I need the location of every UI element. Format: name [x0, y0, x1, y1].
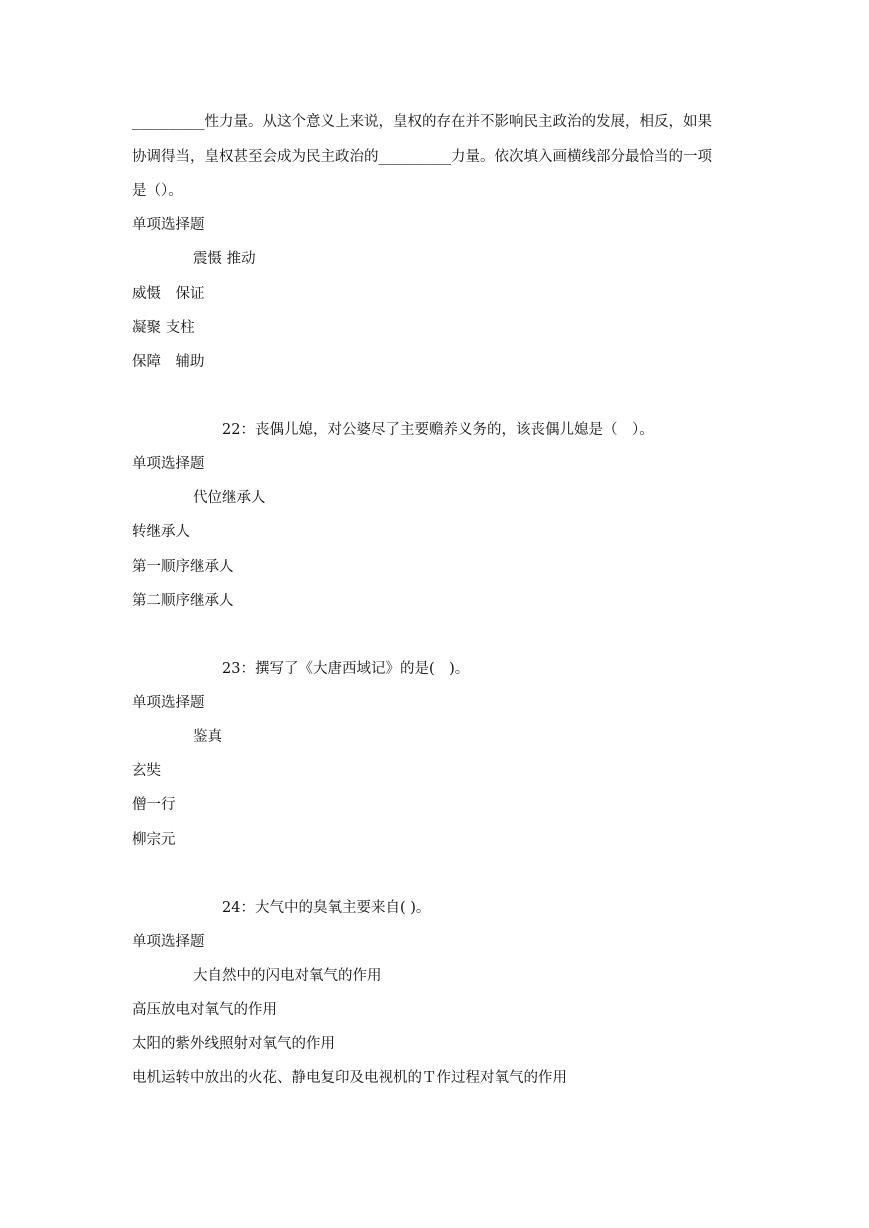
q21-line2 [132, 147, 712, 167]
q21-option-a[interactable]: 震慑 推动 [193, 251, 256, 267]
q21-line1-text: 性力量。从这个意义上来说，皇权的存在并不影响民主政治的发展，相反，如果 [204, 114, 712, 130]
q22-question-type: 单项选择题 [132, 456, 205, 472]
q24-option-c[interactable]: 太阳的紫外线照射对氧气的作用 [132, 1036, 335, 1052]
q23-option-c[interactable]: 僧一行 [132, 797, 176, 813]
q22-option-a[interactable]: 代位继承人 [193, 490, 266, 506]
q21-option-d[interactable]: 保障 辅助 [132, 354, 205, 370]
q24-question-type: 单项选择题 [132, 934, 205, 950]
q23-option-d[interactable]: 柳宗元 [132, 832, 176, 848]
q21-line2-text-a: 协调得当，皇权甚至会成为民主政治的 [132, 149, 379, 165]
q24-option-b[interactable]: 高压放电对氧气的作用 [132, 1002, 277, 1018]
q21-question-type: 单项选择题 [132, 217, 205, 233]
q23-option-a[interactable]: 鉴真 [193, 729, 222, 745]
q23-option-b[interactable]: 玄奘 [132, 763, 161, 779]
q21-blank-2: __________ [378, 149, 451, 165]
q22-option-b[interactable]: 转继承人 [132, 524, 190, 540]
q24-stem: 24：大气中的臭氧主要来自( )。 [222, 900, 431, 916]
q22-option-c[interactable]: 第一顺序继承人 [132, 559, 234, 575]
q21-option-c[interactable]: 凝聚 支柱 [132, 320, 195, 336]
q21-line2-text-b: 力量。依次填入画横线部分最恰当的一项 [451, 149, 712, 165]
q23-stem: 23：撰写了《大唐西域记》的是( )。 [222, 661, 470, 677]
q21-line3: 是（）。 [132, 183, 183, 199]
q22-stem: 22：丧偶儿媳，对公婆尽了主要赡养义务的，该丧偶儿媳是（ ）。 [222, 422, 654, 438]
q21-option-b[interactable]: 威慑 保证 [132, 286, 205, 302]
q21-blank-1: __________ [132, 114, 205, 130]
q23-question-type: 单项选择题 [132, 695, 205, 711]
q21-line1 [132, 112, 712, 132]
q22-option-d[interactable]: 第二顺序继承人 [132, 593, 234, 609]
q24-option-a[interactable]: 大自然中的闪电对氧气的作用 [193, 968, 382, 984]
q24-option-d[interactable]: 电机运转中放出的火花、静电复印及电视机的Ｔ作过程对氧气的作用 [132, 1070, 567, 1086]
